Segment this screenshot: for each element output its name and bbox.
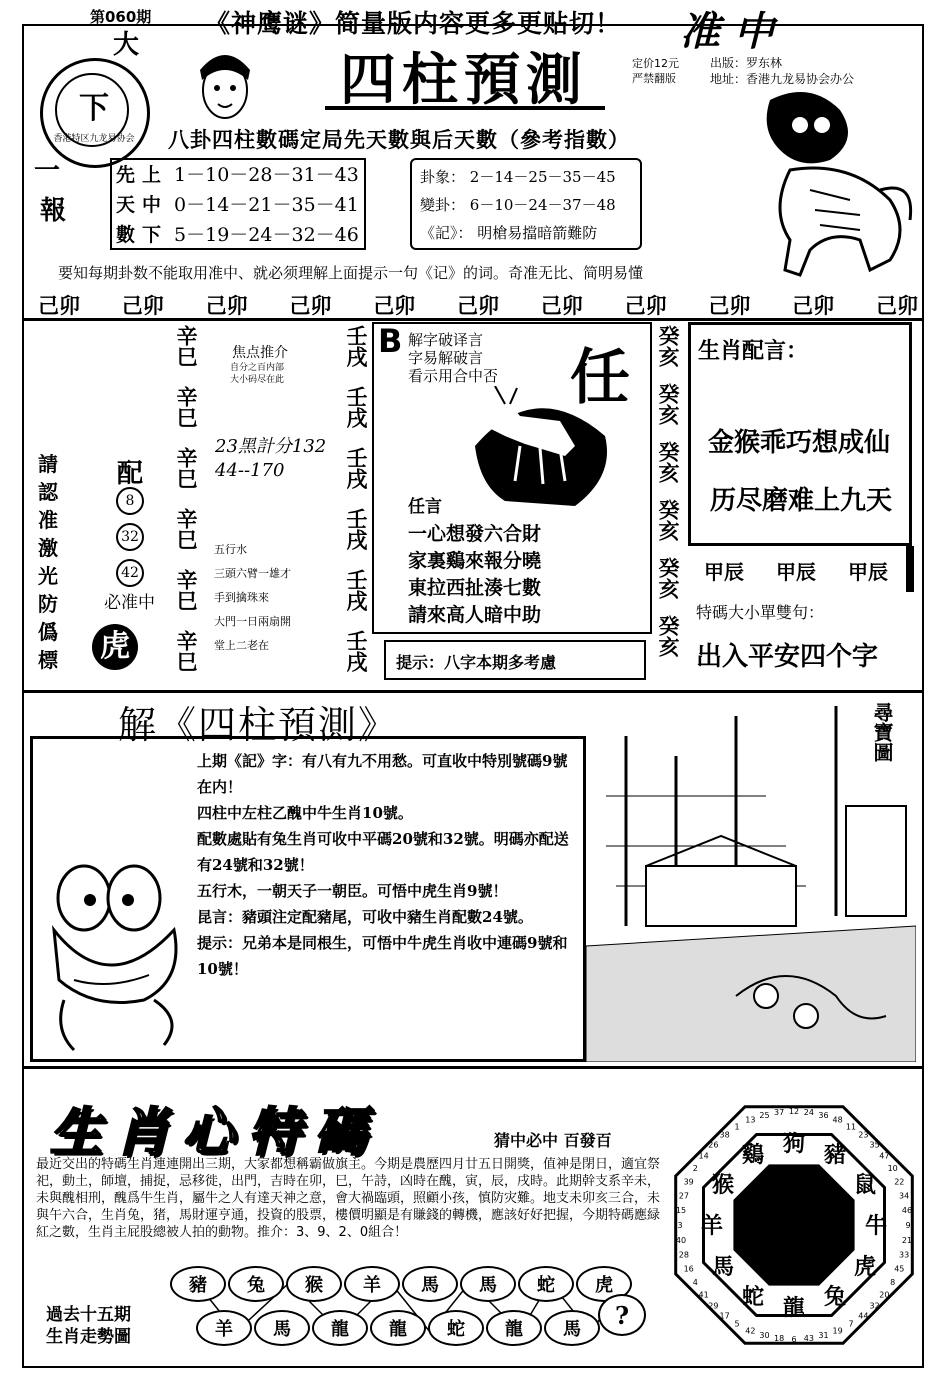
ganzhi-cell: 己卯: [540, 293, 583, 318]
hand-note-2: 44--170: [215, 460, 285, 481]
left-char-3: 一: [34, 156, 61, 186]
wheel-number: 42: [745, 1326, 756, 1336]
wuxing-line: 堂上二老在: [214, 639, 269, 652]
rights-line: 严禁翻版: [632, 72, 676, 85]
focus-sub1: 自分之百内部: [230, 363, 285, 373]
bagua-heading: 八卦四柱數碼定局先天數與后天數（參考指數）: [168, 127, 630, 152]
ganzhi-cell: 癸亥: [656, 441, 681, 483]
wheel-number: 9: [905, 1221, 911, 1230]
wheel-number: 44: [858, 1311, 869, 1321]
vertical-char: 請: [38, 452, 58, 476]
vertical-char: 僞: [38, 620, 58, 644]
ganzhi-cell: 己卯: [792, 293, 835, 318]
jie-line: 五行木，一朝天子一朝臣。可悟中虎生肖9號！: [197, 882, 508, 900]
trend-item: 馬: [544, 1310, 600, 1346]
wheel-zodiac: 牛: [864, 1213, 888, 1239]
wheel-number: 14: [698, 1151, 709, 1161]
wheel-number: 10: [887, 1164, 898, 1173]
jie-line: 四柱中左柱乙醜中牛生肖10號。: [197, 804, 413, 822]
bagua-right-row: [420, 163, 616, 191]
ganzhi-cell: 辛巳: [174, 386, 199, 428]
wheel-number: 36: [818, 1110, 829, 1120]
ganzhi-cell: 癸亥: [656, 499, 681, 541]
ganzhi-cell: 己卯: [38, 293, 80, 318]
poem-line: 請來高人暗中助: [408, 604, 542, 626]
ganzhi-cell: 甲辰: [776, 560, 816, 584]
jie-line: 上期《記》字：有八有九不用愁。可直收中特別號碼9號在内！: [197, 752, 568, 796]
poem-line: 家裏鷄來報分曉: [408, 550, 542, 572]
bagua-left-rows: [116, 160, 359, 250]
row-label: 天: [116, 194, 136, 216]
bottom-title: 生肖心特碼: [50, 1102, 381, 1163]
deer-icon: [465, 386, 615, 511]
b-lines: [408, 331, 498, 385]
ganzhi-cell: 己卯: [121, 293, 164, 318]
row-nums: 0－14－21－35－41: [174, 194, 359, 216]
trend-item: 龍: [486, 1310, 542, 1346]
ganzhi-cell: 辛巳: [174, 447, 199, 489]
wheel-number: 29: [708, 1301, 719, 1311]
wheel-zodiac: 豬: [823, 1142, 847, 1168]
ganzhi-cell: 己卯: [289, 293, 332, 318]
boy-face-icon: [190, 40, 260, 130]
guihai-column: [658, 325, 679, 657]
vertical-char: 激: [38, 536, 58, 560]
anti-fake-vertical: [38, 450, 58, 674]
ganzhi-cell: 癸亥: [656, 557, 681, 599]
row-nums: 1－10－28－31－43: [174, 164, 359, 186]
wheel-zodiac: 馬: [711, 1254, 735, 1280]
shengxiao-title: 生肖配言：: [698, 339, 809, 364]
wheel-number: 19: [832, 1326, 843, 1336]
danshuang-label: 特碼大小單雙句：: [696, 603, 825, 622]
row-nums: 6－10－24－37－48: [469, 196, 616, 214]
row-label: 先: [116, 164, 136, 186]
wheel-number: 22: [894, 1177, 905, 1187]
issue-number: 第060期: [90, 8, 152, 26]
trend-item: 兔: [228, 1266, 284, 1302]
pei-number: 32: [116, 523, 144, 551]
ganzhi-cell: 癸亥: [656, 615, 681, 657]
left-char-4: 報: [40, 196, 67, 226]
ren-poem: [408, 494, 541, 629]
wheel-number: 8: [890, 1278, 896, 1287]
zodiac-wheel-graphic: [664, 1090, 924, 1360]
wheel-number: 43: [803, 1334, 814, 1343]
trend-item: 蛇: [518, 1266, 574, 1302]
focus-sub2: 大小码尽在此: [230, 375, 285, 385]
harbor-illustration-icon: [586, 696, 916, 1062]
wheel-number: 45: [894, 1264, 905, 1274]
wheel-number: 12: [788, 1107, 800, 1116]
past-label-2: 生肖走勢圖: [46, 1327, 131, 1347]
wuxing-list: [214, 538, 291, 658]
vertical-char: 光: [38, 564, 58, 588]
trend-item: 龍: [370, 1310, 426, 1346]
treasure-map-label: 尋寶圖: [870, 702, 894, 762]
tiger-badge: 虎: [92, 624, 138, 670]
ganzhi-cell: 辛巳: [174, 508, 199, 550]
trend-question: ?: [598, 1294, 646, 1336]
pei-number: 8: [116, 487, 144, 515]
jie-line: 提示：兄弟本是同根生，可悟中牛虎生肖收中連碼9號和10號！: [197, 934, 568, 978]
wuxing-line: 手到擒珠來: [214, 591, 269, 604]
trend-top-row: [170, 1266, 632, 1302]
wheel-number: 3: [677, 1221, 683, 1230]
wheel-zodiac: 鷄: [741, 1142, 765, 1168]
ganzhi-cell: 辛巳: [174, 325, 199, 367]
jie-line: 昆言：豬頭注定配豬尾，可收中豬生肖配數24號。: [197, 908, 533, 926]
wheel-number: 31: [818, 1331, 829, 1341]
focus-title: 焦点推介: [232, 345, 288, 361]
row-nums: 5－19－24－32－46: [174, 224, 359, 246]
pei-label: 配: [117, 459, 144, 489]
wheel-number: 5: [734, 1319, 740, 1329]
jimao-row: [38, 290, 918, 320]
trend-item: 龍: [312, 1310, 368, 1346]
past-label-1: 過去十五期: [46, 1305, 131, 1325]
shengxiao-line-1: 金猴乖巧想成仙: [708, 428, 891, 458]
wheel-number: 13: [745, 1115, 756, 1125]
ganzhi-cell: 癸亥: [656, 383, 681, 425]
ganzhi-cell: 己卯: [373, 293, 416, 318]
ganzhi-cell: 壬戌: [344, 325, 369, 367]
bagua-right-row: [420, 219, 616, 247]
bottom-slogan: 猜中必中 百發百: [494, 1131, 612, 1150]
wheel-number: 7: [848, 1319, 854, 1329]
seal-center-char: 下: [79, 91, 109, 126]
hand-note-1: 23黑計分132: [215, 436, 327, 457]
row-label: 《記》：: [420, 224, 473, 242]
wuxing-line: 三頭六臂一雄才: [214, 567, 291, 580]
row-pos: 上: [142, 164, 162, 186]
wheel-number: 21: [901, 1235, 913, 1245]
wheel-zodiac: 龍: [782, 1295, 806, 1321]
trend-item: 馬: [254, 1310, 310, 1346]
wheel-number: 24: [803, 1108, 814, 1117]
trend-item: 羊: [196, 1310, 252, 1346]
bizhun-label: 必准中: [104, 593, 155, 613]
wheel-number: 23: [858, 1130, 869, 1140]
wuxing-line: 大門一日兩扇開: [214, 615, 291, 628]
wheel-number: 30: [759, 1331, 770, 1341]
ganzhi-cell: 壬戌: [344, 447, 369, 489]
poem-line: 東拉西扯湊七數: [408, 577, 542, 599]
trend-item: 馬: [460, 1266, 516, 1302]
publisher: 出版：罗东林: [710, 56, 783, 70]
bottom-paragraph: 最近交出的特碼生肖連連開出三期，大家都想稱霸做旗主。今期是農歷四月廿五日開獎，值神是閉日，適宜祭祀，動土，師壇，捕捉，忌移徙，出門，吉時在卯，巳，午詩，凶時在醜，寅，辰，戌時。此期幹支系辛未，未與醜相刑，醜爲牛生肖，屬牛之人有達天神之意，會大禍臨頭，照顧小孩，慎防灾難。地支未卯亥三合，未與午六合，生肖兔，猪，馬財運亨通，投資的股票，樓價明顯是有賺錢的轉機，應該好好把握，今期特碼應緑紅之數，生肖主屁股總被人拍的動物。推介：3、9、2、0組合！: [36, 1157, 661, 1240]
wheel-zodiac: 鼠: [853, 1172, 877, 1198]
jie-title: 解《四柱預測》: [118, 703, 399, 747]
ganzhi-cell: 壬戌: [344, 569, 369, 611]
vertical-char: 防: [38, 592, 58, 616]
poem-line: 一心想發六合財: [408, 523, 542, 545]
wheel-number: 27: [678, 1191, 689, 1201]
shengxiao-line-2: 历尽磨难上九天: [710, 486, 893, 516]
bagua-left-row: [116, 220, 359, 250]
wheel-number: 1: [734, 1122, 740, 1132]
trend-item: 蛇: [428, 1310, 484, 1346]
zodiac-wheel: [664, 1090, 924, 1360]
seal-text: 香港特区九龙易协会: [53, 134, 135, 144]
ganzhi-cell: 己卯: [205, 293, 248, 318]
row-label: 卦象：: [420, 168, 466, 186]
row-pos: 下: [142, 224, 162, 246]
wheel-number: 17: [719, 1311, 730, 1321]
xinsi-column: [176, 325, 197, 672]
b-line: 字易解破言: [408, 349, 484, 367]
ganzhi-cell: 壬戌: [344, 630, 369, 672]
left-char-1: 大: [113, 30, 140, 60]
big-char: 任: [570, 343, 630, 413]
vertical-char: 標: [38, 648, 58, 672]
ganzhi-cell: 甲辰: [848, 560, 888, 584]
wheel-number: 33: [899, 1250, 910, 1260]
wheel-number: 32: [869, 1301, 880, 1311]
wheel-number: 41: [698, 1290, 709, 1300]
frog-cartoon-icon: [34, 860, 194, 1060]
row-nums: 明槍易擋暗箭難防: [477, 224, 598, 242]
row-label: 變卦：: [420, 196, 466, 214]
pei-numbers: [116, 487, 144, 587]
jiachen-row: [704, 556, 888, 585]
divider-line: [22, 318, 924, 321]
vertical-char: 准: [38, 508, 58, 532]
renxu-column: [346, 325, 367, 672]
pei-number: 42: [116, 559, 144, 587]
jiachen-bar: [906, 546, 914, 592]
row-label: 數: [116, 224, 136, 246]
b-line: 看示用合中否: [408, 367, 499, 385]
b-line: 解字破译言: [408, 331, 484, 349]
ganzhi-cell: 己卯: [624, 293, 667, 318]
page-title: 四柱預測: [340, 48, 588, 113]
wheel-number: 40: [675, 1235, 687, 1245]
bagua-left-row: [116, 160, 359, 190]
poem-line: 任言: [408, 497, 442, 517]
wheel-zodiac: 狗: [782, 1131, 806, 1157]
wheel-number: 26: [708, 1140, 719, 1150]
trend-item: 馬: [402, 1266, 458, 1302]
address: 地址：香港九龙易协会办公: [710, 72, 855, 86]
ganzhi-cell: 壬戌: [344, 386, 369, 428]
bagua-right-row: [420, 191, 616, 219]
wheel-number: 2: [692, 1164, 698, 1173]
header-banner: 《神鹰谜》简量版内容更多更贴切！: [205, 9, 622, 38]
row-pos: 中: [142, 194, 162, 216]
ganzhi-cell: 己卯: [456, 293, 499, 318]
wheel-number: 47: [879, 1151, 890, 1161]
wheel-number: 35: [869, 1140, 880, 1150]
logo-chars: 准 中: [680, 8, 774, 55]
wheel-zodiac: 蛇: [741, 1284, 765, 1310]
hint-text: 提示：八字本期多考慮: [396, 653, 557, 672]
wheel-number: 25: [759, 1110, 770, 1120]
bagua-note: 要知每期卦数不能取用准中、就必须理解上面提示一句《记》的词。奇准无比、简明易懂: [58, 264, 644, 282]
b-letter: B: [378, 322, 403, 360]
wuxing-line: 五行水: [214, 543, 247, 556]
ganzhi-cell: 壬戌: [344, 508, 369, 550]
vertical-char: 認: [38, 480, 58, 504]
ganzhi-cell: 己卯: [875, 293, 918, 318]
wheel-number: 37: [774, 1108, 785, 1117]
trend-bottom-row: [196, 1310, 600, 1346]
wheel-number: 11: [845, 1122, 857, 1132]
wheel-zodiac: 兔: [823, 1284, 847, 1310]
price-line: 定价12元: [632, 57, 679, 70]
danshuang-value: 出入平安四个字: [696, 642, 879, 672]
trend-item: 羊: [344, 1266, 400, 1302]
wheel-number: 39: [683, 1177, 694, 1187]
divider-line: [22, 1066, 924, 1069]
divider-line: [22, 690, 924, 693]
ganzhi-cell: 辛巳: [174, 569, 199, 611]
wheel-zodiac: 猴: [711, 1172, 735, 1198]
wheel-number: 38: [719, 1130, 730, 1140]
ganzhi-cell: 甲辰: [704, 560, 744, 584]
wheel-number: 16: [683, 1264, 694, 1274]
trend-item: 虎: [576, 1266, 632, 1302]
wheel-number: 28: [678, 1250, 689, 1260]
lion-icon: [730, 80, 920, 280]
wheel-ring: [735, 1166, 853, 1284]
wheel-number: 18: [774, 1334, 785, 1343]
jie-lines: [197, 748, 581, 982]
wheel-number: 46: [901, 1206, 913, 1216]
jie-line: 配數處貼有兔生肖可收中平碼20號和32號。明碼亦配送有24號和32號！: [197, 830, 569, 874]
trend-item: 猴: [286, 1266, 342, 1302]
wheel-number: 34: [899, 1191, 910, 1201]
trend-chart: [170, 1266, 650, 1346]
wheel-number: 48: [832, 1115, 843, 1125]
ganzhi-cell: 辛巳: [174, 630, 199, 672]
wheel-number: 4: [692, 1278, 698, 1287]
wheel-number: 20: [879, 1290, 890, 1300]
wheel-number: 15: [675, 1206, 687, 1216]
bagua-right-rows: [420, 163, 616, 247]
wheel-number: 6: [791, 1335, 797, 1344]
wheel-zodiac: 羊: [700, 1213, 724, 1239]
ganzhi-cell: 己卯: [708, 293, 751, 318]
row-nums: 2－14－25－35－45: [469, 168, 616, 186]
bagua-left-row: [116, 190, 359, 220]
trend-item: 豬: [170, 1266, 226, 1302]
wheel-zodiac: 虎: [853, 1254, 877, 1280]
ganzhi-cell: 癸亥: [656, 325, 681, 367]
